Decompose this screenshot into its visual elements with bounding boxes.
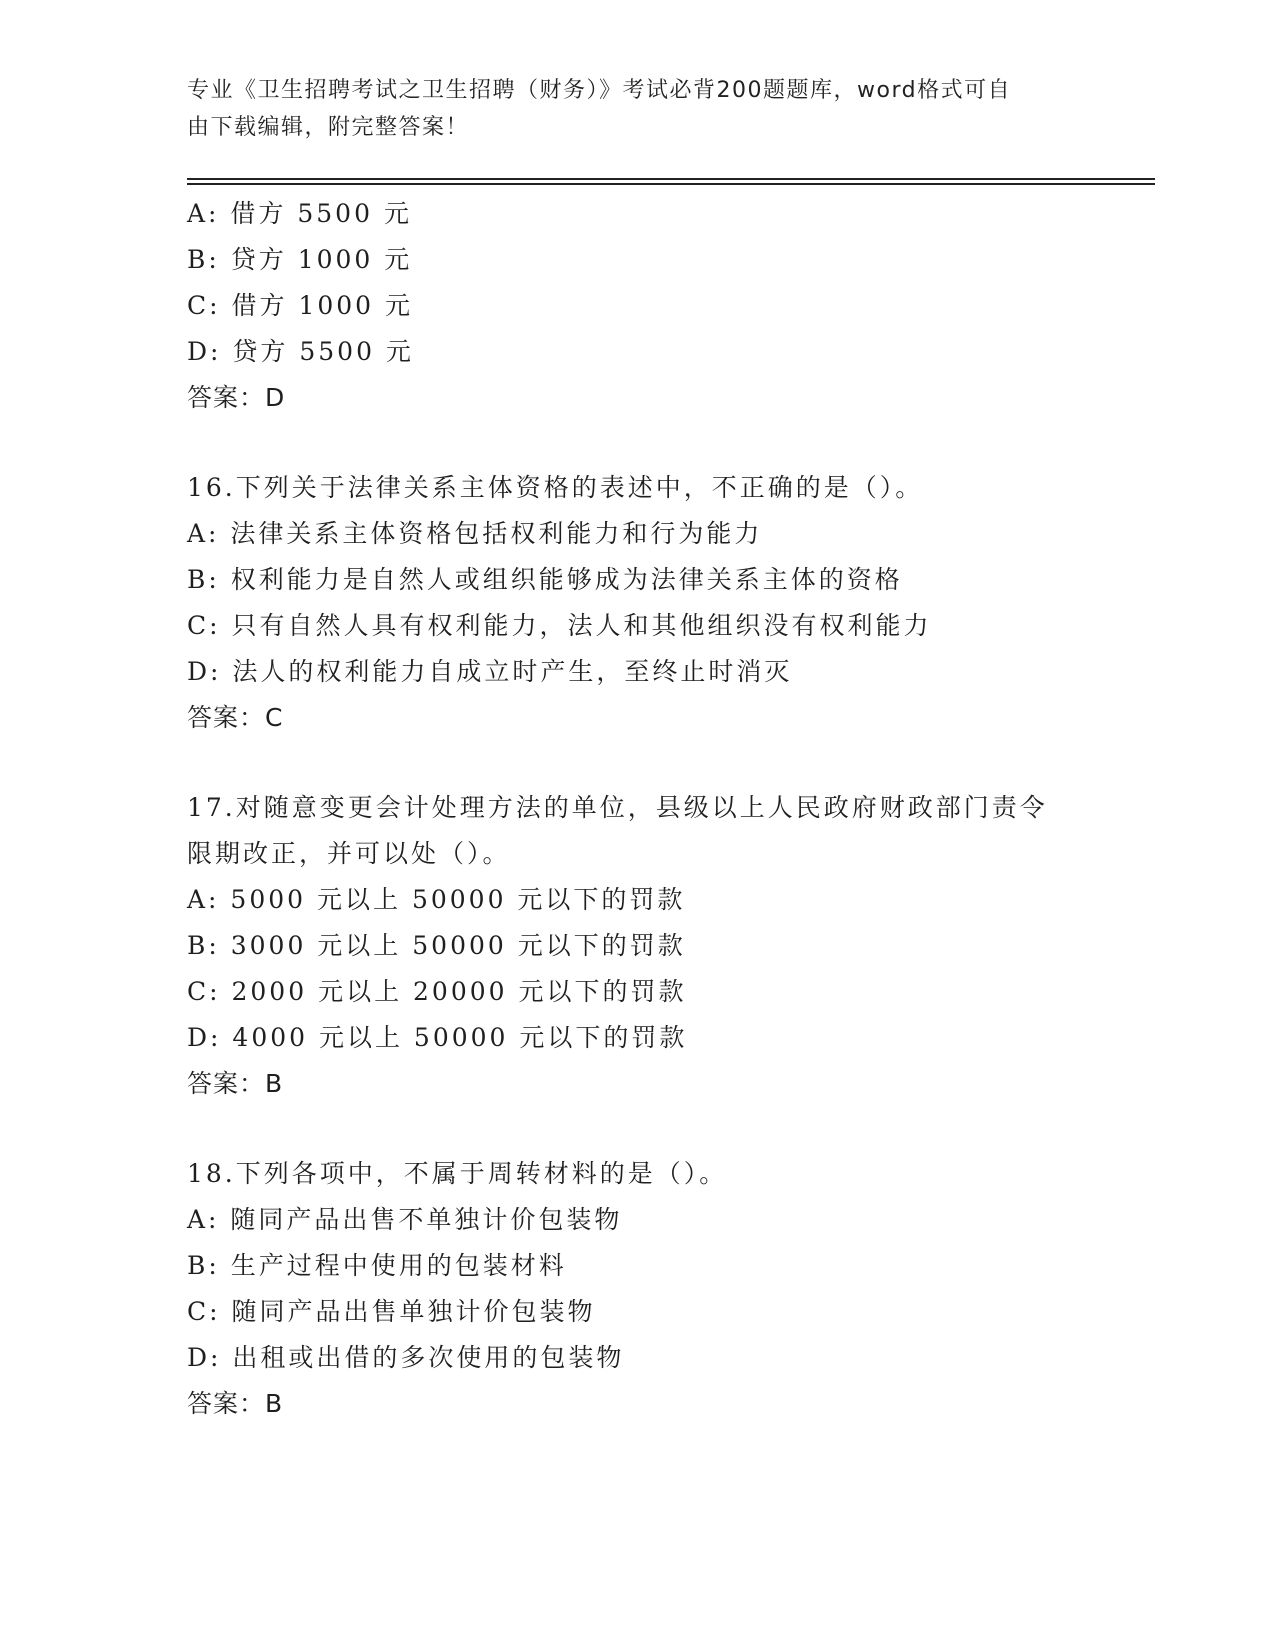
option-b: B: 权利能力是自然人或组织能够成为法律关系主体的资格 [187, 565, 903, 594]
option-c: C: 借方 1000 元 [187, 291, 414, 320]
option-c: C: 2000 元以上 20000 元以下的罚款 [187, 977, 687, 1006]
answer: 答案：C [187, 703, 284, 732]
header-divider-top [187, 178, 1155, 180]
option-b: B: 贷方 1000 元 [187, 245, 413, 274]
question-list [187, 191, 1147, 1427]
question-text-line-1: 17.对随意变更会计处理方法的单位，县级以上人民政府财政部门责令 [187, 793, 1048, 822]
question-16 [187, 465, 1147, 741]
option-c: C: 随同产品出售单独计价包装物 [187, 1297, 596, 1326]
question-18 [187, 1151, 1147, 1427]
option-b: B: 生产过程中使用的包装材料 [187, 1251, 567, 1280]
question-text-line-2: 限期改正，并可以处（）。 [187, 839, 511, 868]
document-header [187, 72, 1067, 146]
question-text: 18.下列各项中，不属于周转材料的是（）。 [187, 1159, 728, 1188]
option-d: D: 4000 元以上 50000 元以下的罚款 [187, 1023, 688, 1052]
option-d: D: 法人的权利能力自成立时产生，至终止时消灭 [187, 657, 793, 686]
option-a: A: 随同产品出售不单独计价包装物 [187, 1205, 623, 1234]
spacer [187, 1107, 1147, 1151]
question-17 [187, 785, 1147, 1107]
answer: 答案：D [187, 383, 286, 412]
spacer [187, 421, 1147, 465]
answer: 答案：B [187, 1069, 284, 1098]
option-a: A: 借方 5500 元 [187, 199, 412, 228]
question-text: 16.下列关于法律关系主体资格的表述中，不正确的是（）。 [187, 473, 924, 502]
header-line-1: 专业《卫生招聘考试之卫生招聘（财务）》考试必背200题题库，word格式可自 [187, 78, 1012, 103]
option-d: D: 出租或出借的多次使用的包装物 [187, 1343, 625, 1372]
option-b: B: 3000 元以上 50000 元以下的罚款 [187, 931, 686, 960]
option-c: C: 只有自然人具有权利能力，法人和其他组织没有权利能力 [187, 611, 932, 640]
option-a: A: 5000 元以上 50000 元以下的罚款 [187, 885, 686, 914]
header-line-2: 由下载编辑，附完整答案！ [187, 115, 470, 140]
option-d: D: 贷方 5500 元 [187, 337, 414, 366]
spacer [187, 741, 1147, 785]
answer: 答案：B [187, 1389, 284, 1418]
header-divider-bottom [187, 183, 1155, 185]
option-a: A: 法律关系主体资格包括权利能力和行为能力 [187, 519, 763, 548]
question-15 [187, 191, 1147, 421]
